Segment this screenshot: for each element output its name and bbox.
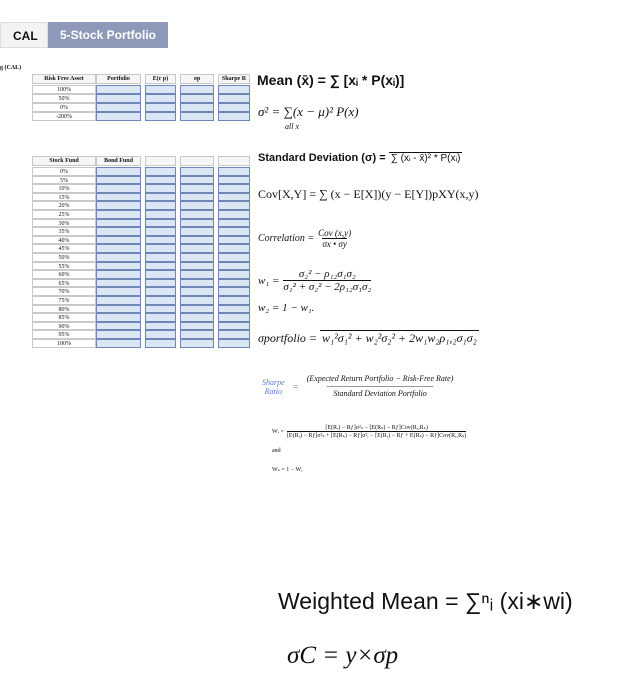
tab-5-stock-portfolio[interactable]: 5-Stock Portfolio — [48, 22, 168, 48]
input-cell[interactable] — [96, 85, 141, 94]
input-cell[interactable] — [96, 244, 141, 253]
input-cell[interactable] — [96, 339, 141, 348]
header-cell[interactable] — [145, 156, 176, 166]
stock-weight-cell[interactable]: 10% — [32, 184, 96, 193]
std-deviation-formula — [258, 152, 462, 164]
header-cell[interactable]: σp — [180, 74, 214, 84]
header-cell[interactable]: Sharpe R — [218, 74, 250, 84]
input-cell[interactable] — [145, 227, 176, 236]
sharpe-numerator: (Expected Return Portfolio − Risk-Free Rate) — [306, 374, 454, 383]
input-cell[interactable] — [145, 85, 176, 94]
input-cell[interactable] — [96, 236, 141, 245]
input-cell[interactable] — [180, 176, 214, 185]
input-cell[interactable] — [145, 193, 176, 202]
input-cell[interactable] — [180, 184, 214, 193]
tab-bar — [0, 22, 168, 48]
input-cell[interactable] — [218, 167, 250, 176]
stock-weight-cell[interactable]: 80% — [32, 305, 96, 314]
input-cell[interactable] — [218, 94, 250, 103]
input-cell[interactable] — [96, 94, 141, 103]
input-cell[interactable] — [145, 244, 176, 253]
input-cell[interactable] — [180, 210, 214, 219]
input-cell[interactable] — [145, 112, 176, 121]
input-cell[interactable] — [180, 112, 214, 121]
w2-formula: w₂ = 1 − w₁. — [258, 302, 315, 314]
input-cell[interactable] — [218, 103, 250, 112]
header-cell[interactable]: E(r p) — [145, 74, 176, 84]
input-cell[interactable] — [145, 313, 176, 322]
input-cell[interactable] — [180, 305, 214, 314]
input-cell[interactable] — [218, 184, 250, 193]
input-cell[interactable] — [96, 279, 141, 288]
input-cell[interactable] — [145, 253, 176, 262]
input-cell[interactable] — [218, 236, 250, 245]
input-cell[interactable] — [218, 193, 250, 202]
stock-weight-cell[interactable]: 50% — [32, 253, 96, 262]
stock-weight-cell[interactable]: 40% — [32, 236, 96, 245]
stock-weight-cell[interactable]: 30% — [32, 219, 96, 228]
input-cell[interactable] — [218, 296, 250, 305]
input-cell[interactable] — [218, 201, 250, 210]
input-cell[interactable] — [96, 313, 141, 322]
input-cell[interactable] — [145, 279, 176, 288]
input-cell[interactable] — [180, 85, 214, 94]
input-cell[interactable] — [180, 236, 214, 245]
input-cell[interactable] — [145, 296, 176, 305]
input-cell[interactable] — [180, 253, 214, 262]
input-cell[interactable] — [145, 287, 176, 296]
input-cell[interactable] — [96, 262, 141, 271]
input-cell[interactable] — [96, 287, 141, 296]
variance-formula: σ² = ∑(x − μ)² P(x) — [258, 104, 359, 119]
input-cell[interactable] — [145, 236, 176, 245]
input-cell[interactable] — [180, 313, 214, 322]
stock-weight-cell[interactable]: 85% — [32, 313, 96, 322]
portfolio-sigma-radicand: w₁²σ₁² + w₂²σ₂² + 2w₁w₂ρ₁,₂σ₁σ₂ — [322, 331, 477, 345]
input-cell[interactable] — [180, 270, 214, 279]
input-cell[interactable] — [145, 270, 176, 279]
input-cell[interactable] — [180, 94, 214, 103]
spreadsheet-grid — [0, 52, 250, 347]
input-cell[interactable] — [180, 262, 214, 271]
input-cell[interactable] — [218, 287, 250, 296]
input-cell[interactable] — [96, 253, 141, 262]
input-cell[interactable] — [96, 330, 141, 339]
w1-formula — [258, 268, 371, 293]
input-cell[interactable] — [218, 270, 250, 279]
input-cell[interactable] — [218, 244, 250, 253]
input-cell[interactable] — [96, 193, 141, 202]
correlation-denominator: σx • σy — [322, 239, 347, 249]
stock-weight-cell[interactable]: 60% — [32, 270, 96, 279]
input-cell[interactable] — [96, 112, 141, 121]
header-cell[interactable]: Risk Free Asset — [32, 74, 96, 84]
input-cell[interactable] — [96, 227, 141, 236]
input-cell[interactable] — [96, 322, 141, 331]
portfolio-sigma-formula — [258, 330, 479, 346]
ws-formula: Wₛ = 1 − Wᵣ — [272, 467, 303, 473]
tab-cal[interactable]: CAL — [0, 22, 48, 48]
sharpe-label-2: Ratio — [264, 386, 282, 396]
input-cell[interactable] — [218, 219, 250, 228]
input-cell[interactable] — [180, 227, 214, 236]
std-radicand: ∑ (xᵢ - x̄)² * P(xᵢ) — [390, 153, 461, 164]
std-label: Standard Deviation (σ) = — [258, 152, 386, 164]
input-cell[interactable] — [96, 296, 141, 305]
input-cell[interactable] — [218, 176, 250, 185]
header-cell[interactable] — [180, 156, 214, 166]
input-cell[interactable] — [96, 219, 141, 228]
stock-weight-cell[interactable]: 0% — [32, 167, 96, 176]
input-cell[interactable] — [218, 279, 250, 288]
header-cell[interactable] — [218, 156, 250, 166]
input-cell[interactable] — [180, 296, 214, 305]
sigma-c-formula: σC = y×σp — [287, 642, 399, 669]
input-cell[interactable] — [96, 167, 141, 176]
input-cell[interactable] — [145, 210, 176, 219]
input-cell[interactable] — [218, 85, 250, 94]
input-cell[interactable] — [145, 339, 176, 348]
sharpe-denominator: Standard Deviation Portfolio — [327, 386, 432, 401]
input-cell[interactable] — [145, 262, 176, 271]
portfolio-sigma-label: σportfolio = — [258, 331, 318, 345]
stock-weight-cell[interactable]: 65% — [32, 279, 96, 288]
stock-weight-cell[interactable]: 75% — [32, 296, 96, 305]
input-cell[interactable] — [218, 210, 250, 219]
stock-weight-cell[interactable]: 70% — [32, 287, 96, 296]
mean-formula: Mean (x̄) = ∑ [xᵢ * P(xᵢ)] — [257, 72, 405, 88]
input-cell[interactable] — [96, 270, 141, 279]
w1-denominator: σ₁² + σ₂² − 2ρ₁₂σ₁σ₂ — [283, 281, 372, 293]
input-cell[interactable] — [96, 103, 141, 112]
input-cell[interactable] — [96, 210, 141, 219]
risky-weight-formula — [272, 424, 466, 439]
input-cell[interactable] — [180, 193, 214, 202]
sharpe-ratio-formula: Sharpe Ratio = (Expected Return Portfolio − Risk-Free Rate) Standard Deviation Portfolio — [262, 372, 453, 401]
wr-label: Wᵣ = — [272, 428, 284, 435]
variance-subscript: all x — [285, 122, 299, 131]
input-cell[interactable] — [218, 339, 250, 348]
and-label: and — [272, 448, 281, 454]
input-cell[interactable] — [180, 330, 214, 339]
input-cell[interactable] — [96, 201, 141, 210]
stock-weight-cell[interactable]: 100% — [32, 339, 96, 348]
input-cell[interactable] — [180, 167, 214, 176]
correlation-numerator: Cov (x,y) — [318, 228, 352, 238]
w1-label: w₁ = — [258, 274, 280, 287]
stock-weight-cell[interactable]: 55% — [32, 262, 96, 271]
stock-weight-cell[interactable]: 45% — [32, 244, 96, 253]
risk-free-cell[interactable]: 50% — [32, 94, 96, 103]
covariance-formula: Cov[X,Y] = ∑ (x − E[X])(y − E[Y])pXY(x,y) — [258, 187, 479, 201]
input-cell[interactable] — [145, 330, 176, 339]
input-cell[interactable] — [96, 184, 141, 193]
input-cell[interactable] — [218, 253, 250, 262]
input-cell[interactable] — [145, 176, 176, 185]
input-cell[interactable] — [145, 167, 176, 176]
risk-free-cell[interactable]: 0% — [32, 103, 96, 112]
correlation-label: Correlation = — [258, 233, 315, 244]
input-cell[interactable] — [180, 322, 214, 331]
input-cell[interactable] — [180, 287, 214, 296]
input-cell[interactable] — [218, 330, 250, 339]
wr-denominator: [E(Rᵣ) − Rƒ]σ²ₛ + [E(Rₛ) − Rƒ]σ²ᵣ − [E(Rᵣ) − Rƒ + E(Rₛ) − Rƒ]Cov(Rᵣ,Rₛ) — [286, 433, 467, 439]
input-cell[interactable] — [218, 112, 250, 121]
input-cell[interactable] — [180, 219, 214, 228]
risk-free-cell[interactable]: -200% — [32, 112, 96, 121]
header-cell[interactable]: Portfolio — [96, 74, 141, 84]
input-cell[interactable] — [145, 322, 176, 331]
input-cell[interactable] — [218, 227, 250, 236]
input-cell[interactable] — [145, 305, 176, 314]
input-cell[interactable] — [218, 313, 250, 322]
weighted-mean-formula: Weighted Mean = ∑ⁿᵢ (xi∗wi) — [278, 588, 573, 614]
header-cell[interactable]: Bond Fund — [96, 156, 141, 166]
stock-weight-cell[interactable]: 95% — [32, 330, 96, 339]
input-cell[interactable] — [145, 94, 176, 103]
input-cell[interactable] — [180, 279, 214, 288]
corner-label: g (CAL) — [0, 65, 22, 71]
stock-weight-cell[interactable]: 90% — [32, 322, 96, 331]
stock-weight-cell[interactable]: 20% — [32, 201, 96, 210]
input-cell[interactable] — [218, 322, 250, 331]
wr-numerator: [E(Rᵣ) − Rƒ]σ²ₛ − [E(Rₛ) − Rƒ]Cov(Rᵣ,Rₛ) — [325, 425, 428, 431]
correlation-formula — [258, 228, 351, 249]
stock-weight-cell[interactable]: 35% — [32, 227, 96, 236]
sharpe-label-1: Sharpe — [262, 377, 285, 387]
input-cell[interactable] — [145, 103, 176, 112]
input-cell[interactable] — [180, 201, 214, 210]
input-cell[interactable] — [145, 201, 176, 210]
stock-weight-cell[interactable]: 25% — [32, 210, 96, 219]
risk-free-cell[interactable]: 100% — [32, 85, 96, 94]
input-cell[interactable] — [145, 184, 176, 193]
w1-numerator: σ₂² − ρ₁₂σ₁σ₂ — [298, 268, 356, 280]
input-cell[interactable] — [180, 244, 214, 253]
input-cell[interactable] — [218, 262, 250, 271]
input-cell[interactable] — [180, 103, 214, 112]
input-cell[interactable] — [96, 176, 141, 185]
stock-weight-cell[interactable]: 15% — [32, 193, 96, 202]
input-cell[interactable] — [145, 219, 176, 228]
input-cell[interactable] — [218, 305, 250, 314]
input-cell[interactable] — [180, 339, 214, 348]
stock-weight-cell[interactable]: 5% — [32, 176, 96, 185]
input-cell[interactable] — [96, 305, 141, 314]
header-cell[interactable]: Stock Fund — [32, 156, 96, 166]
